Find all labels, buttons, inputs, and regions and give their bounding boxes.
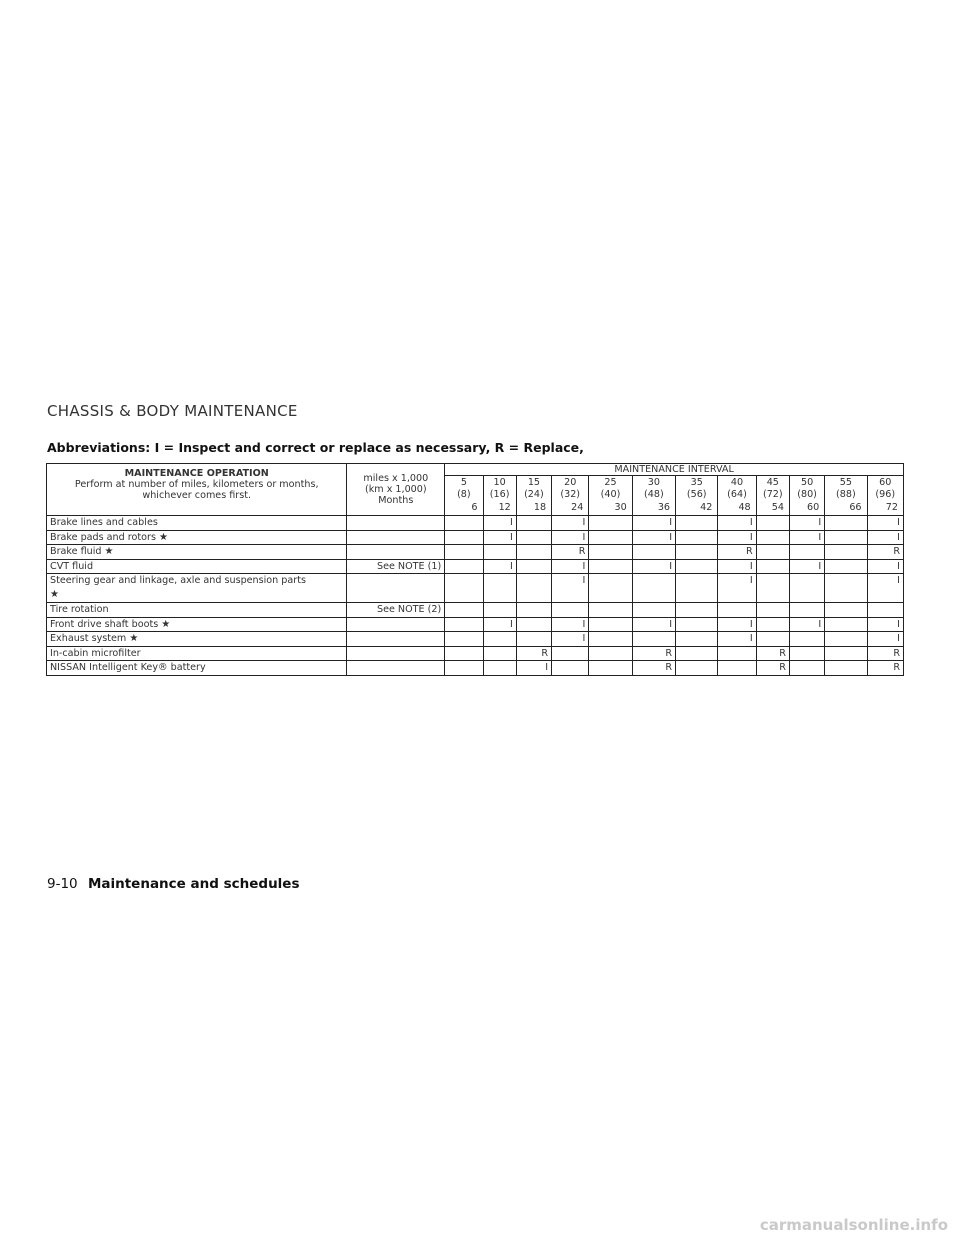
interval-km: (96)	[875, 489, 896, 501]
interval-mark: I	[552, 530, 589, 545]
operation-label: Exhaust system	[50, 633, 127, 644]
interval-mark	[718, 603, 756, 618]
interval-mark	[589, 603, 632, 618]
interval-months: 72	[885, 501, 898, 513]
interval-mark	[483, 574, 516, 603]
interval-months: 42	[700, 501, 713, 513]
interval-months: 12	[498, 501, 511, 513]
interval-mark: I	[867, 559, 903, 574]
interval-mark	[789, 646, 824, 661]
interval-km: (48)	[644, 489, 664, 501]
note-cell	[347, 545, 445, 560]
operation-label: Steering gear and linkage, axle and suspension parts	[50, 575, 306, 586]
interval-header: MAINTENANCE INTERVAL	[445, 464, 904, 476]
interval-mark	[825, 530, 867, 545]
table-row	[47, 646, 904, 661]
interval-months: 36	[657, 501, 671, 513]
operation-label: Brake fluid	[50, 546, 102, 557]
operation-label: Tire rotation	[50, 604, 109, 615]
interval-cell	[756, 476, 789, 516]
interval-miles: 25	[604, 476, 617, 488]
operation-label: Brake pads and rotors	[50, 531, 156, 543]
interval-cell	[789, 476, 824, 516]
interval-mark	[516, 603, 551, 618]
interval-mark	[676, 559, 718, 574]
note-cell	[347, 530, 445, 545]
interval-mark	[589, 661, 632, 676]
interval-mark	[632, 632, 675, 647]
interval-months: 30	[614, 501, 627, 513]
interval-mark	[445, 617, 483, 632]
interval-mark: I	[632, 559, 675, 574]
interval-mark	[676, 661, 718, 676]
interval-km: (24)	[524, 489, 544, 501]
interval-mark	[756, 603, 789, 618]
table-row	[47, 632, 904, 647]
interval-mark	[589, 574, 632, 603]
interval-mark	[789, 632, 824, 647]
interval-mark: R	[867, 545, 903, 560]
operation-cell	[47, 646, 347, 661]
interval-mark	[552, 646, 589, 661]
interval-mark	[483, 632, 516, 647]
interval-mark: I	[516, 661, 551, 676]
operation-label: Brake lines and cables	[50, 517, 158, 528]
operation-cell	[47, 559, 347, 574]
interval-mark: R	[756, 661, 789, 676]
interval-miles: 45	[766, 476, 779, 488]
table-row	[47, 574, 904, 603]
interval-mark: I	[483, 530, 516, 545]
interval-km: (56)	[686, 489, 707, 501]
interval-mark	[825, 545, 867, 560]
interval-mark: I	[867, 530, 903, 545]
interval-mark: R	[756, 646, 789, 661]
interval-miles: 15	[527, 476, 541, 488]
interval-mark	[825, 603, 867, 618]
abbreviations-line: Abbreviations: I = Inspect and correct or replace as necessary, R = Replace,	[47, 440, 584, 455]
interval-mark: I	[718, 574, 756, 603]
interval-mark: R	[718, 545, 756, 560]
interval-mark	[676, 603, 718, 618]
interval-mark	[756, 516, 789, 531]
operation-cell	[47, 530, 347, 545]
interval-mark	[445, 603, 483, 618]
note-cell	[347, 574, 445, 603]
interval-mark	[756, 632, 789, 647]
interval-mark: I	[718, 530, 756, 545]
interval-mark: I	[552, 574, 589, 603]
section-title: CHASSIS & BODY MAINTENANCE	[47, 402, 298, 420]
interval-cell	[483, 476, 516, 516]
interval-mark: R	[516, 646, 551, 661]
interval-km: (40)	[600, 489, 621, 501]
interval-miles: 30	[647, 476, 660, 488]
interval-cell	[867, 476, 903, 516]
interval-km: (32)	[560, 489, 581, 501]
interval-mark	[632, 545, 675, 560]
interval-mark	[445, 530, 483, 545]
interval-mark	[516, 559, 551, 574]
interval-mark	[756, 574, 789, 603]
interval-mark: I	[632, 516, 675, 531]
interval-miles: 10	[493, 476, 506, 488]
interval-mark	[445, 574, 483, 603]
interval-mark: I	[483, 559, 516, 574]
interval-mark	[516, 516, 551, 531]
operation-label: Front drive shaft boots	[50, 618, 159, 630]
interval-months: 18	[533, 501, 547, 513]
note-cell: See NOTE (2)	[347, 603, 445, 618]
interval-mark: R	[867, 661, 903, 676]
interval-mark: I	[789, 617, 824, 632]
note-cell: See NOTE (1)	[347, 559, 445, 574]
interval-mark	[676, 574, 718, 603]
interval-mark	[676, 516, 718, 531]
operation-label: NISSAN Intelligent Key® battery	[50, 662, 206, 673]
interval-mark	[516, 530, 551, 545]
interval-mark	[789, 545, 824, 560]
operation-cell	[47, 632, 347, 647]
interval-mark	[825, 516, 867, 531]
operation-header	[47, 464, 347, 516]
interval-mark	[756, 545, 789, 560]
interval-miles: 20	[564, 476, 577, 488]
interval-miles: 5	[460, 476, 467, 488]
operation-cell	[47, 545, 347, 560]
interval-km: (80)	[797, 489, 817, 501]
interval-mark	[825, 661, 867, 676]
interval-mark	[825, 632, 867, 647]
interval-mark	[516, 574, 551, 603]
interval-km: (16)	[489, 489, 510, 501]
interval-mark	[676, 646, 718, 661]
interval-mark	[445, 632, 483, 647]
interval-mark: I	[632, 617, 675, 632]
interval-cell	[589, 476, 632, 516]
interval-mark	[676, 632, 718, 647]
operation-cell	[47, 661, 347, 676]
page-number: 9-10	[47, 876, 78, 892]
table-row	[47, 617, 904, 632]
interval-mark: I	[483, 516, 516, 531]
interval-mark	[552, 603, 589, 618]
interval-mark	[483, 603, 516, 618]
units-header	[347, 464, 445, 516]
interval-mark: R	[632, 646, 675, 661]
interval-mark	[483, 545, 516, 560]
operation-cell	[47, 574, 347, 603]
units-km: (km x 1,000)	[365, 484, 427, 495]
interval-mark	[445, 646, 483, 661]
star-icon: ★	[104, 546, 114, 557]
interval-km: (72)	[762, 489, 783, 501]
interval-cell	[632, 476, 675, 516]
interval-mark	[718, 661, 756, 676]
interval-mark	[718, 646, 756, 661]
interval-miles: 40	[730, 476, 744, 488]
star-icon: ★	[129, 633, 139, 644]
interval-mark: I	[718, 632, 756, 647]
interval-mark	[676, 530, 718, 545]
operation-label: In-cabin microfilter	[50, 647, 141, 659]
table-row	[47, 530, 904, 545]
interval-miles: 55	[839, 476, 852, 488]
interval-mark	[589, 617, 632, 632]
star-icon: ★	[161, 618, 171, 630]
interval-mark: R	[867, 646, 903, 661]
interval-cell	[825, 476, 867, 516]
table-row	[47, 559, 904, 574]
interval-mark	[632, 603, 675, 618]
interval-mark	[825, 646, 867, 661]
operation-label: CVT fluid	[50, 560, 94, 572]
units-months: Months	[378, 495, 414, 506]
interval-mark: I	[789, 516, 824, 531]
interval-mark	[589, 646, 632, 661]
operation-cell	[47, 617, 347, 632]
operation-cell	[47, 516, 347, 531]
operation-header-desc: Perform at number of miles, kilometers or months, whichever comes first.	[74, 479, 319, 501]
chapter-title: Maintenance and schedules	[87, 876, 300, 892]
interval-mark	[632, 574, 675, 603]
interval-months: 24	[571, 501, 584, 513]
interval-mark	[789, 661, 824, 676]
interval-mark	[445, 559, 483, 574]
interval-mark	[867, 603, 903, 618]
interval-mark: I	[789, 530, 824, 545]
interval-mark: I	[867, 617, 903, 632]
interval-mark	[445, 661, 483, 676]
interval-mark	[756, 617, 789, 632]
interval-mark	[483, 661, 516, 676]
interval-mark: I	[789, 559, 824, 574]
interval-mark: R	[632, 661, 675, 676]
interval-mark	[676, 617, 718, 632]
interval-mark	[445, 545, 483, 560]
watermark-text: carmanualsonline.info	[759, 1216, 948, 1234]
interval-months: 54	[771, 501, 784, 513]
note-cell	[347, 646, 445, 661]
interval-months: 66	[849, 501, 862, 513]
note-cell	[347, 661, 445, 676]
interval-mark: I	[632, 530, 675, 545]
interval-mark	[676, 545, 718, 560]
interval-mark: I	[552, 632, 589, 647]
interval-mark	[589, 559, 632, 574]
interval-miles: 35	[690, 476, 703, 488]
interval-miles: 50	[800, 476, 814, 488]
interval-cell	[552, 476, 589, 516]
interval-mark: I	[867, 632, 903, 647]
interval-months: 6	[471, 501, 478, 513]
interval-mark	[516, 617, 551, 632]
operation-cell	[47, 603, 347, 618]
operation-header-title: MAINTENANCE OPERATION	[124, 468, 269, 479]
table-row	[47, 661, 904, 676]
interval-mark	[825, 559, 867, 574]
interval-mark: I	[867, 574, 903, 603]
interval-cell	[445, 476, 483, 516]
interval-mark	[756, 559, 789, 574]
interval-mark	[445, 516, 483, 531]
interval-mark	[516, 632, 551, 647]
interval-mark	[589, 530, 632, 545]
interval-mark	[483, 646, 516, 661]
note-cell	[347, 617, 445, 632]
star-icon: ★	[159, 531, 168, 543]
interval-mark	[552, 661, 589, 676]
interval-mark: I	[718, 516, 756, 531]
interval-mark	[789, 574, 824, 603]
interval-km: (88)	[836, 489, 856, 501]
interval-mark: I	[867, 516, 903, 531]
units-miles: miles x 1,000	[363, 473, 429, 484]
interval-cell	[718, 476, 756, 516]
table-row	[47, 603, 904, 618]
interval-mark	[789, 603, 824, 618]
interval-miles: 60	[879, 476, 892, 488]
interval-mark	[589, 632, 632, 647]
table-row	[47, 516, 904, 531]
interval-mark: R	[552, 545, 589, 560]
interval-mark: I	[718, 559, 756, 574]
interval-cell	[516, 476, 551, 516]
interval-mark: I	[483, 617, 516, 632]
interval-mark	[756, 530, 789, 545]
header-row-top	[47, 464, 904, 476]
note-cell	[347, 632, 445, 647]
interval-mark	[825, 574, 867, 603]
interval-mark	[825, 617, 867, 632]
maintenance-schedule-table	[46, 463, 904, 676]
interval-mark: I	[552, 559, 589, 574]
interval-mark: I	[552, 617, 589, 632]
interval-months: 60	[807, 501, 820, 513]
interval-km: (64)	[727, 489, 747, 501]
interval-mark	[589, 545, 632, 560]
table-row	[47, 545, 904, 560]
page-footer	[47, 876, 300, 892]
note-cell	[347, 516, 445, 531]
star-icon: ★	[50, 588, 59, 600]
interval-mark	[589, 516, 632, 531]
interval-mark	[516, 545, 551, 560]
interval-months: 48	[738, 501, 751, 513]
interval-mark: I	[552, 516, 589, 531]
interval-mark: I	[718, 617, 756, 632]
interval-cell	[676, 476, 718, 516]
interval-km: (8)	[457, 489, 471, 501]
